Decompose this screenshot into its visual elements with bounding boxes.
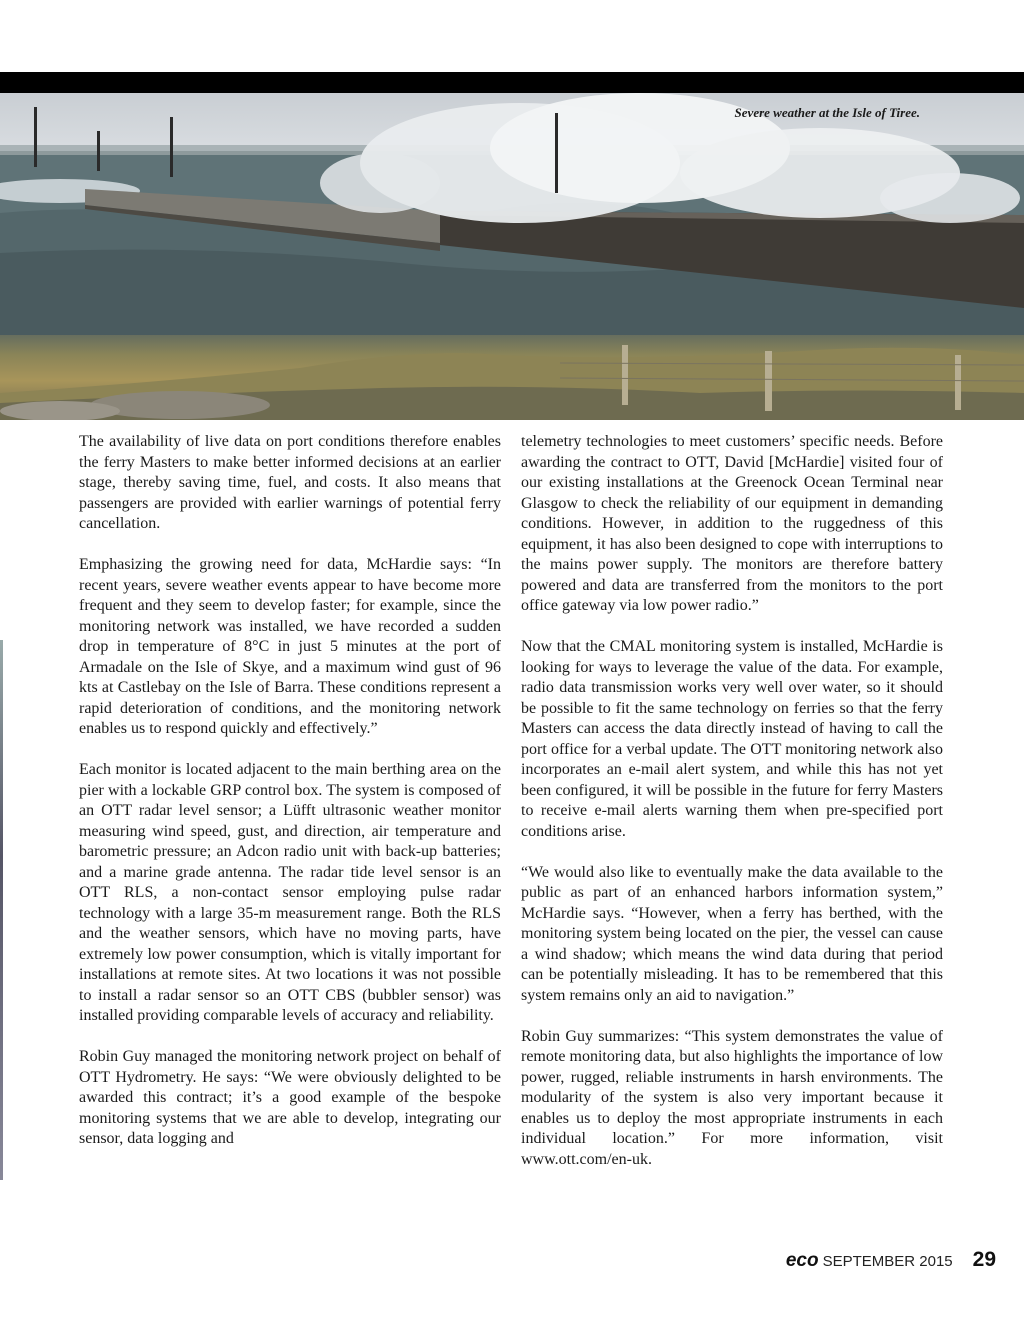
magazine-logo: eco	[785, 1250, 819, 1271]
pier-scene-illustration	[0, 93, 1024, 420]
page-edge-strip	[0, 640, 3, 1180]
paragraph: Robin Guy managed the monitoring network project on behalf of OTT Hydrometry. He says: “We were obviously delighted to be awarded this contract; it’s a good example of the bespoke monitoring systems that we are able to develop, integrating our sensor, data logging and	[79, 1048, 501, 1147]
paragraph: Now that the CMAL monitoring system is installed, McHardie is looking for ways to leverage the value of the data. For example, radio data transmission works very well over water, so it should be possible to fit the same technology on ferries so that the ferry Masters can access the data directly instead of having to call the port office for a verbal update. The OTT monitoring network also incorporates an e-mail alert system, and while this has not yet been configured, it will be possible in the future for ferry Masters to receive e-mail alerts warning them when pre-specified port conditions arise.	[521, 638, 943, 840]
issue-date: SEPTEMBER 2015	[822, 1253, 953, 1270]
paragraph: Robin Guy summarizes: “This system demonstrates the value of remote monitoring data, but also highlights the importance of low power, rugged, reliable instruments in harsh environments. The modularity of the system is also very important because it enables us to deploy the most appropriate instruments in each individual location.” For more information, visit www.ott.com/en-uk.	[521, 1027, 943, 1168]
top-black-bar	[0, 72, 1024, 93]
paragraph: telemetry technologies to meet customers’ specific needs. Before awarding the contract to OTT, David [McHardie] visited four of our existing installations at the Greenock Ocean Terminal near Glasgow to check the reliability of our equipment in demanding conditions. However, in addition to the ruggedness of this equipment, it has also been designed to cope with interruptions to the mains power supply. The monitors are therefore battery powered and data are transferred from the monitors to the port office gateway via low power radio.”	[521, 433, 943, 614]
page-number: 29	[972, 1248, 996, 1271]
article-right-column	[521, 432, 943, 1191]
photo-caption: Severe weather at the Isle of Tiree.	[734, 105, 920, 120]
header-photo	[0, 93, 1024, 420]
paragraph: The availability of live data on port conditions therefore enables the ferry Masters to make better informed decisions at an earlier stage, thereby saving time, fuel, and costs. It also means that passengers are provided with earlier warnings of potential ferry cancellation.	[79, 433, 501, 532]
paragraph: Each monitor is located adjacent to the main berthing area on the pier with a lockable GRP control box. The system is composed of an OTT radar level sensor; a Lüfft ultrasonic weather monitor measuring wind speed, gust, and direction, air temperature and barometric pressure; an Adcon radio unit with back-up batteries; and a marine grade antenna. The radar tide level sensor is an OTT RLS, a non-contact sensor employing pulse radar technology with a large 35-m measurement range. Both the RLS and the weather sensors, which have no moving parts, have extremely low power consumption, which is vitally important for installations at remote sites. At two locations it was not possible to install a radar sensor so an OTT CBS (bubbler sensor) was installed providing comparable levels of accuracy and reliability.	[79, 761, 501, 1024]
article-left-column	[79, 432, 501, 1170]
paragraph: “We would also like to eventually make the data available to the public as part of an enhanced harbors information system,” McHardie says. “However, when a ferry has berthed, with the monitoring system being located on the pier, the vessel can cause a wind shadow; which means the wind data during that period can be potentially misleading. It has to be remembered that this system remains only an aid to navigation.”	[521, 863, 943, 1004]
paragraph: Emphasizing the growing need for data, McHardie says: “In recent years, severe weather events appear to have become more frequent and they seem to develop faster; for example, since the monitoring network was installed, we have recorded a sudden drop in temperature of 8°C in just 5 minutes at the port of Armadale on the Isle of Skye, and a maximum wind gust of 96 kts at Castlebay on the Isle of Barra. These conditions represent a rapid deterioration of conditions, and the monitoring network enables us to respond quickly and effectively.”	[79, 556, 501, 737]
page-footer	[786, 1248, 996, 1272]
